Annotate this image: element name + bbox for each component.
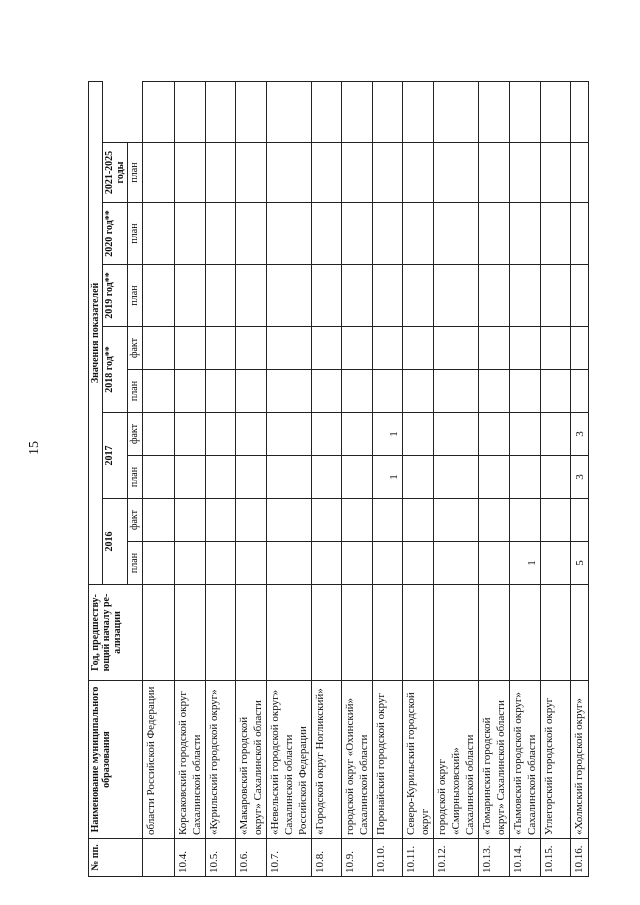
value-cell bbox=[206, 143, 236, 203]
table-row bbox=[510, 81, 541, 876]
row-number: 10.8. bbox=[312, 839, 342, 877]
row-number: 10.13. bbox=[479, 839, 510, 877]
value-cell bbox=[206, 327, 236, 370]
value-cell bbox=[312, 81, 342, 142]
value-cell bbox=[373, 585, 403, 681]
value-cell bbox=[479, 81, 510, 142]
row-number: 10.12. bbox=[434, 839, 479, 877]
value-cell bbox=[175, 143, 206, 203]
municipality-name: «Курильский городской округ» bbox=[206, 681, 236, 839]
value-cell bbox=[267, 143, 312, 203]
subheader-plan: план bbox=[128, 456, 143, 499]
header-2021-2025: 2021-2025 годы bbox=[103, 143, 128, 203]
value-cell bbox=[434, 413, 479, 456]
municipality-name: «Невельский городской округ» Сахалинской области Российской Федерации bbox=[267, 681, 312, 839]
value-cell bbox=[206, 81, 236, 142]
table-row bbox=[143, 81, 175, 876]
value-cell bbox=[206, 413, 236, 456]
value-cell bbox=[312, 585, 342, 681]
value-cell bbox=[236, 143, 267, 203]
header-no: № пп. bbox=[89, 839, 143, 877]
value-cell bbox=[541, 203, 571, 265]
value-cell bbox=[143, 81, 175, 142]
value-cell bbox=[541, 327, 571, 370]
value-cell bbox=[571, 81, 589, 142]
subheader-plan: план bbox=[128, 542, 143, 585]
value-cell bbox=[541, 456, 571, 499]
value-cell bbox=[175, 413, 206, 456]
row-number: 10.10. bbox=[373, 839, 403, 877]
value-cell bbox=[571, 370, 589, 413]
value-cell bbox=[403, 413, 434, 456]
value-cell bbox=[267, 370, 312, 413]
value-cell bbox=[143, 203, 175, 265]
value-cell bbox=[434, 585, 479, 681]
value-cell bbox=[541, 370, 571, 413]
rotated-table-container bbox=[88, 82, 586, 877]
value-cell bbox=[373, 143, 403, 203]
value-cell bbox=[312, 456, 342, 499]
value-cell bbox=[510, 499, 541, 542]
value-cell bbox=[571, 143, 589, 203]
value-cell bbox=[403, 585, 434, 681]
value-cell bbox=[571, 327, 589, 370]
value-cell bbox=[175, 265, 206, 327]
table-row bbox=[267, 81, 312, 876]
value-cell bbox=[175, 542, 206, 585]
value-cell: 5 bbox=[571, 542, 589, 585]
value-cell bbox=[206, 456, 236, 499]
municipality-name: Поронайский городской округ bbox=[373, 681, 403, 839]
value-cell: 1 bbox=[510, 542, 541, 585]
header-values-group: Значения показателей bbox=[89, 81, 103, 584]
row-number: 10.5. bbox=[206, 839, 236, 877]
value-cell bbox=[373, 81, 403, 142]
subheader-fact: факт bbox=[128, 327, 143, 370]
value-cell bbox=[312, 413, 342, 456]
value-cell bbox=[510, 413, 541, 456]
table-row bbox=[479, 81, 510, 876]
value-cell bbox=[342, 370, 373, 413]
value-cell bbox=[236, 203, 267, 265]
municipality-name: Северо-Курильский городской округ bbox=[403, 681, 434, 839]
value-cell bbox=[541, 265, 571, 327]
value-cell bbox=[342, 585, 373, 681]
value-cell bbox=[236, 81, 267, 142]
header-prev-year: Год, предшеству-ющий началу ре-ализации bbox=[89, 585, 143, 681]
value-cell bbox=[312, 370, 342, 413]
row-number: 10.15. bbox=[541, 839, 571, 877]
value-cell bbox=[267, 456, 312, 499]
value-cell bbox=[236, 265, 267, 327]
value-cell bbox=[479, 585, 510, 681]
value-cell bbox=[479, 265, 510, 327]
subheader-plan: план bbox=[128, 143, 143, 203]
value-cell bbox=[510, 265, 541, 327]
value-cell bbox=[236, 327, 267, 370]
value-cell bbox=[434, 542, 479, 585]
value-cell bbox=[143, 370, 175, 413]
value-cell bbox=[206, 542, 236, 585]
value-cell bbox=[434, 499, 479, 542]
value-cell bbox=[236, 413, 267, 456]
header-2016: 2016 bbox=[103, 499, 128, 585]
header-2020: 2020 год** bbox=[103, 203, 128, 265]
header-name: Наименование муниципального образования bbox=[89, 681, 143, 839]
value-cell bbox=[541, 81, 571, 142]
value-cell bbox=[373, 542, 403, 585]
value-cell bbox=[373, 265, 403, 327]
municipality-name: городской округ «Смирныховский» Сахалинской области bbox=[434, 681, 479, 839]
value-cell bbox=[312, 542, 342, 585]
municipality-name: «Городской округ Ногликский» bbox=[312, 681, 342, 839]
value-cell bbox=[175, 327, 206, 370]
table-row bbox=[312, 81, 342, 876]
value-cell bbox=[510, 456, 541, 499]
value-cell bbox=[175, 585, 206, 681]
table-row bbox=[236, 81, 267, 876]
table-row bbox=[541, 81, 571, 876]
value-cell bbox=[342, 456, 373, 499]
header-2019: 2019 год** bbox=[103, 265, 128, 327]
value-cell bbox=[510, 585, 541, 681]
value-cell bbox=[236, 499, 267, 542]
value-cell bbox=[479, 499, 510, 542]
value-cell bbox=[510, 327, 541, 370]
table-row bbox=[342, 81, 373, 876]
table-row bbox=[571, 81, 589, 876]
municipality-name: области Российской Федерации bbox=[143, 681, 175, 839]
value-cell bbox=[510, 143, 541, 203]
value-cell bbox=[312, 265, 342, 327]
page-number: 15 bbox=[27, 441, 42, 455]
row-number: 10.9. bbox=[342, 839, 373, 877]
value-cell bbox=[267, 81, 312, 142]
value-cell bbox=[541, 542, 571, 585]
value-cell bbox=[373, 370, 403, 413]
municipality-name: Корсаковский городской округ Сахалинской области bbox=[175, 681, 206, 839]
value-cell bbox=[434, 370, 479, 413]
value-cell bbox=[510, 81, 541, 142]
value-cell bbox=[175, 81, 206, 142]
value-cell bbox=[236, 585, 267, 681]
subheader-plan: план bbox=[128, 370, 143, 413]
value-cell bbox=[267, 413, 312, 456]
table-row bbox=[206, 81, 236, 876]
value-cell bbox=[143, 585, 175, 681]
value-cell bbox=[342, 542, 373, 585]
row-number bbox=[143, 839, 175, 877]
value-cell bbox=[434, 81, 479, 142]
value-cell bbox=[342, 265, 373, 327]
value-cell bbox=[143, 327, 175, 370]
value-cell: 1 bbox=[373, 413, 403, 456]
value-cell bbox=[143, 265, 175, 327]
value-cell bbox=[510, 370, 541, 413]
value-cell bbox=[403, 203, 434, 265]
subheader-fact: факт bbox=[128, 413, 143, 456]
value-cell bbox=[175, 203, 206, 265]
table-row bbox=[175, 81, 206, 876]
value-cell bbox=[236, 370, 267, 413]
indicators-table bbox=[88, 81, 589, 877]
table-row bbox=[403, 81, 434, 876]
value-cell bbox=[342, 143, 373, 203]
value-cell bbox=[312, 327, 342, 370]
value-cell bbox=[434, 143, 479, 203]
value-cell bbox=[342, 499, 373, 542]
value-cell bbox=[175, 456, 206, 499]
municipality-name: «Тымовский городской округ» Сахалинской области bbox=[510, 681, 541, 839]
value-cell bbox=[403, 542, 434, 585]
header-2018: 2018 год** bbox=[103, 327, 128, 413]
value-cell bbox=[267, 585, 312, 681]
value-cell bbox=[479, 203, 510, 265]
value-cell bbox=[342, 327, 373, 370]
row-number: 10.16. bbox=[571, 839, 589, 877]
municipality-name: «Макаровский городской округ» Сахалинской области bbox=[236, 681, 267, 839]
row-number: 10.11. bbox=[403, 839, 434, 877]
value-cell bbox=[175, 499, 206, 542]
value-cell bbox=[267, 542, 312, 585]
row-number: 10.4. bbox=[175, 839, 206, 877]
value-cell bbox=[175, 370, 206, 413]
value-cell bbox=[571, 585, 589, 681]
value-cell bbox=[143, 413, 175, 456]
value-cell bbox=[479, 143, 510, 203]
municipality-name: «Холмский городской округ» bbox=[571, 681, 589, 839]
municipality-name: «Томаринский городской округ» Сахалинской области bbox=[479, 681, 510, 839]
value-cell bbox=[342, 203, 373, 265]
header-2017: 2017 bbox=[103, 413, 128, 499]
value-cell bbox=[479, 327, 510, 370]
value-cell bbox=[143, 499, 175, 542]
value-cell bbox=[434, 456, 479, 499]
value-cell bbox=[571, 499, 589, 542]
value-cell bbox=[312, 499, 342, 542]
value-cell bbox=[571, 203, 589, 265]
value-cell bbox=[373, 203, 403, 265]
table-row bbox=[373, 81, 403, 876]
value-cell bbox=[403, 81, 434, 142]
value-cell bbox=[571, 265, 589, 327]
value-cell bbox=[510, 203, 541, 265]
value-cell bbox=[403, 265, 434, 327]
value-cell bbox=[312, 143, 342, 203]
municipality-name: Углегорский городской округ bbox=[541, 681, 571, 839]
value-cell bbox=[267, 327, 312, 370]
municipality-name: городской округ «Охинский» Сахалинской области bbox=[342, 681, 373, 839]
subheader-plan: план bbox=[128, 265, 143, 327]
value-cell bbox=[206, 265, 236, 327]
value-cell bbox=[541, 143, 571, 203]
value-cell bbox=[434, 265, 479, 327]
value-cell bbox=[434, 203, 479, 265]
value-cell bbox=[206, 499, 236, 542]
value-cell bbox=[479, 542, 510, 585]
value-cell bbox=[373, 327, 403, 370]
value-cell bbox=[403, 456, 434, 499]
value-cell bbox=[479, 413, 510, 456]
value-cell bbox=[312, 203, 342, 265]
row-number: 10.14. bbox=[510, 839, 541, 877]
value-cell bbox=[143, 456, 175, 499]
row-number: 10.6. bbox=[236, 839, 267, 877]
value-cell bbox=[267, 203, 312, 265]
table-row bbox=[434, 81, 479, 876]
value-cell bbox=[236, 456, 267, 499]
value-cell bbox=[541, 413, 571, 456]
value-cell bbox=[373, 499, 403, 542]
value-cell bbox=[434, 327, 479, 370]
value-cell: 3 bbox=[571, 456, 589, 499]
value-cell bbox=[342, 413, 373, 456]
value-cell bbox=[541, 499, 571, 542]
value-cell: 1 bbox=[373, 456, 403, 499]
value-cell bbox=[267, 499, 312, 542]
value-cell bbox=[206, 203, 236, 265]
subheader-plan: план bbox=[128, 203, 143, 265]
value-cell: 3 bbox=[571, 413, 589, 456]
value-cell bbox=[206, 370, 236, 413]
value-cell bbox=[541, 585, 571, 681]
value-cell bbox=[403, 499, 434, 542]
value-cell bbox=[143, 542, 175, 585]
value-cell bbox=[479, 370, 510, 413]
value-cell bbox=[403, 370, 434, 413]
row-number: 10.7. bbox=[267, 839, 312, 877]
value-cell bbox=[143, 143, 175, 203]
value-cell bbox=[479, 456, 510, 499]
value-cell bbox=[403, 327, 434, 370]
value-cell bbox=[342, 81, 373, 142]
value-cell bbox=[403, 143, 434, 203]
value-cell bbox=[236, 542, 267, 585]
table-body bbox=[143, 81, 589, 876]
subheader-fact: факт bbox=[128, 499, 143, 542]
value-cell bbox=[206, 585, 236, 681]
value-cell bbox=[267, 265, 312, 327]
